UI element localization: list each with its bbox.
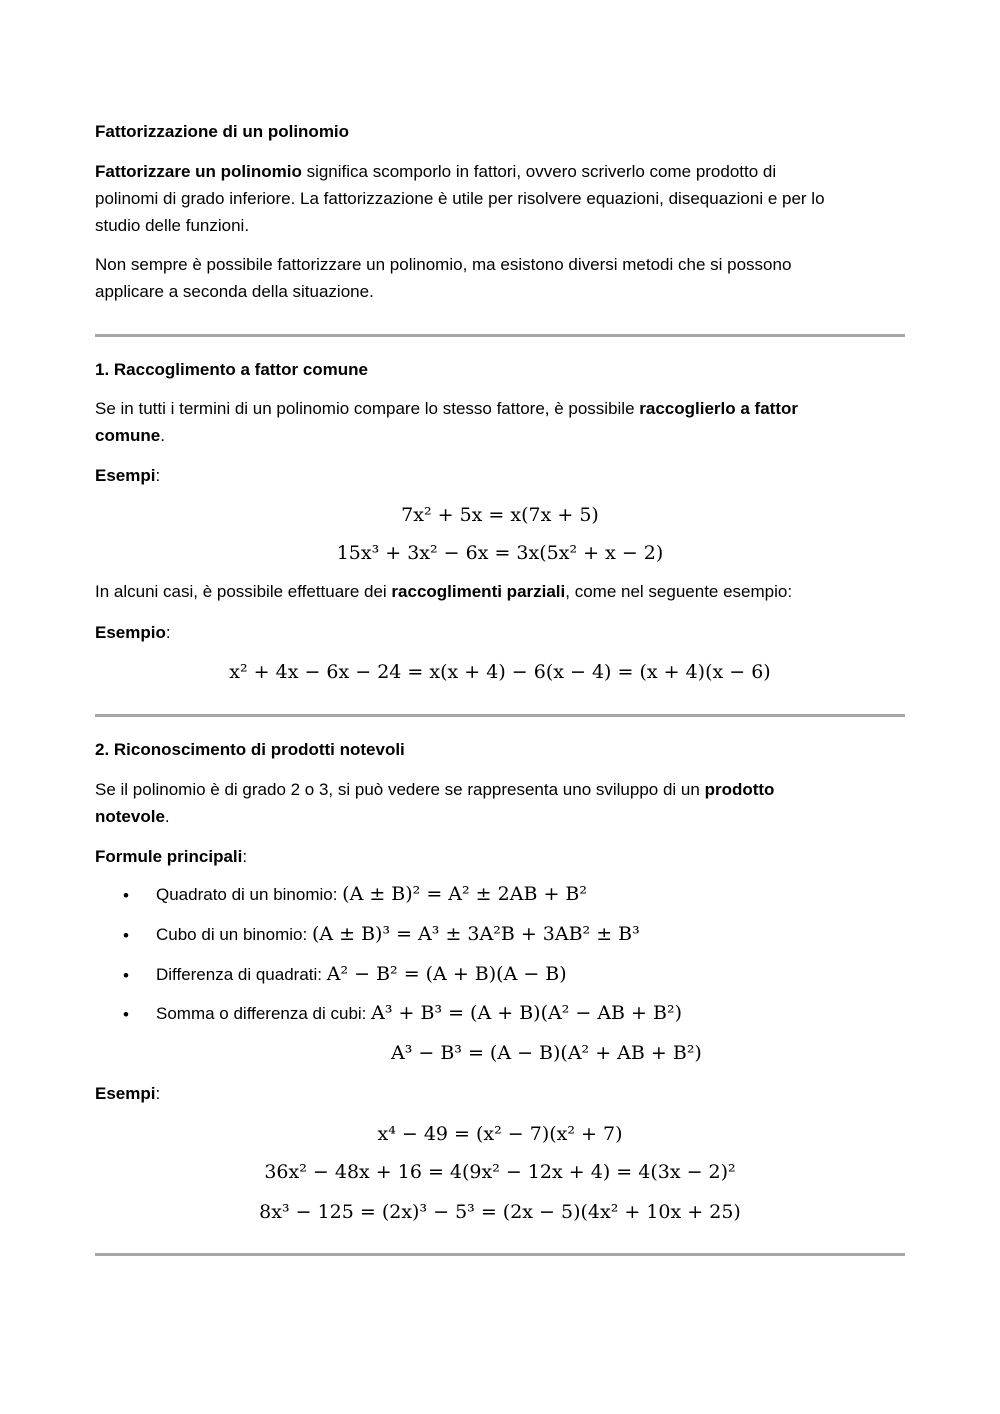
intro-paragraph-line: Fattorizzare un polinomio significa scomporlo in fattori, ovvero scriverlo come prodotto di [95,162,777,181]
bullet-icon: • [123,966,129,985]
section-text-line: Se in tutti i termini di un polinomio compare lo stesso fattore, è possibile raccoglierlo a fattor [95,399,798,418]
formula-continuation: A³ − B³ = (A − B)(A² + AB + B²) [391,1042,702,1064]
formula-item: Differenza di quadrati: A² − B² = (A + B)(A − B) [156,963,567,985]
section-text-line: comune. [95,426,165,445]
section-text-line: Se il polinomio è di grado 2 o 3, si può vedere se rappresenta uno sviluppo di un prodotto [95,780,775,799]
section-heading: 1. Raccoglimento a fattor comune [95,360,368,379]
math-example: 36x² − 48x + 16 = 4(9x² − 12x + 4) = 4(3x − 2)² [264,1161,736,1183]
formula-item: Cubo di un binomio: (A ± B)³ = A³ ± 3A²B + 3AB² ± B³ [156,923,640,945]
math-example: 7x² + 5x = x(7x + 5) [401,504,599,526]
math-example: x² + 4x − 6x − 24 = x(x + 4) − 6(x − 4) = (x + 4)(x − 6) [229,661,771,683]
bullet-icon: • [123,926,129,945]
bullet-icon: • [123,886,129,905]
math-example: 8x³ − 125 = (2x)³ − 5³ = (2x − 5)(4x² + 10x + 25) [259,1201,741,1223]
section-heading: 2. Riconoscimento di prodotti notevoli [95,740,405,759]
document-title: Fattorizzazione di un polinomio [95,122,350,141]
examples-label: Esempi: [95,1084,161,1103]
section-divider [95,334,905,337]
example-label: Esempio: [95,623,171,642]
math-example: x⁴ − 49 = (x² − 7)(x² + 7) [377,1123,623,1145]
formulas-label: Formule principali: [95,847,248,866]
section-divider [95,1253,905,1256]
examples-label: Esempi: [95,466,161,485]
section-text-line: notevole. [95,807,170,826]
section-divider [95,714,905,717]
formula-item: Somma o differenza di cubi: A³ + B³ = (A + B)(A² − AB + B²) [156,1002,682,1024]
math-example: 15x³ + 3x² − 6x = 3x(5x² + x − 2) [336,542,664,564]
intro-paragraph-line: studio delle funzioni. [95,216,250,235]
intro-paragraph-line: Non sempre è possibile fattorizzare un polinomio, ma esistono diversi metodi che si possono [95,255,792,274]
formula-item: Quadrato di un binomio: (A ± B)² = A² ± 2AB + B² [156,883,587,905]
intro-paragraph-line: applicare a seconda della situazione. [95,282,374,301]
bullet-icon: • [123,1005,129,1024]
intro-term: Fattorizzare un polinomio [95,162,302,181]
section-text-line: In alcuni casi, è possibile effettuare dei raccoglimenti parziali, come nel seguente esempio: [95,582,793,601]
intro-paragraph-line: polinomi di grado inferiore. La fattorizzazione è utile per risolvere equazioni, disequazioni e per lo [95,189,825,208]
